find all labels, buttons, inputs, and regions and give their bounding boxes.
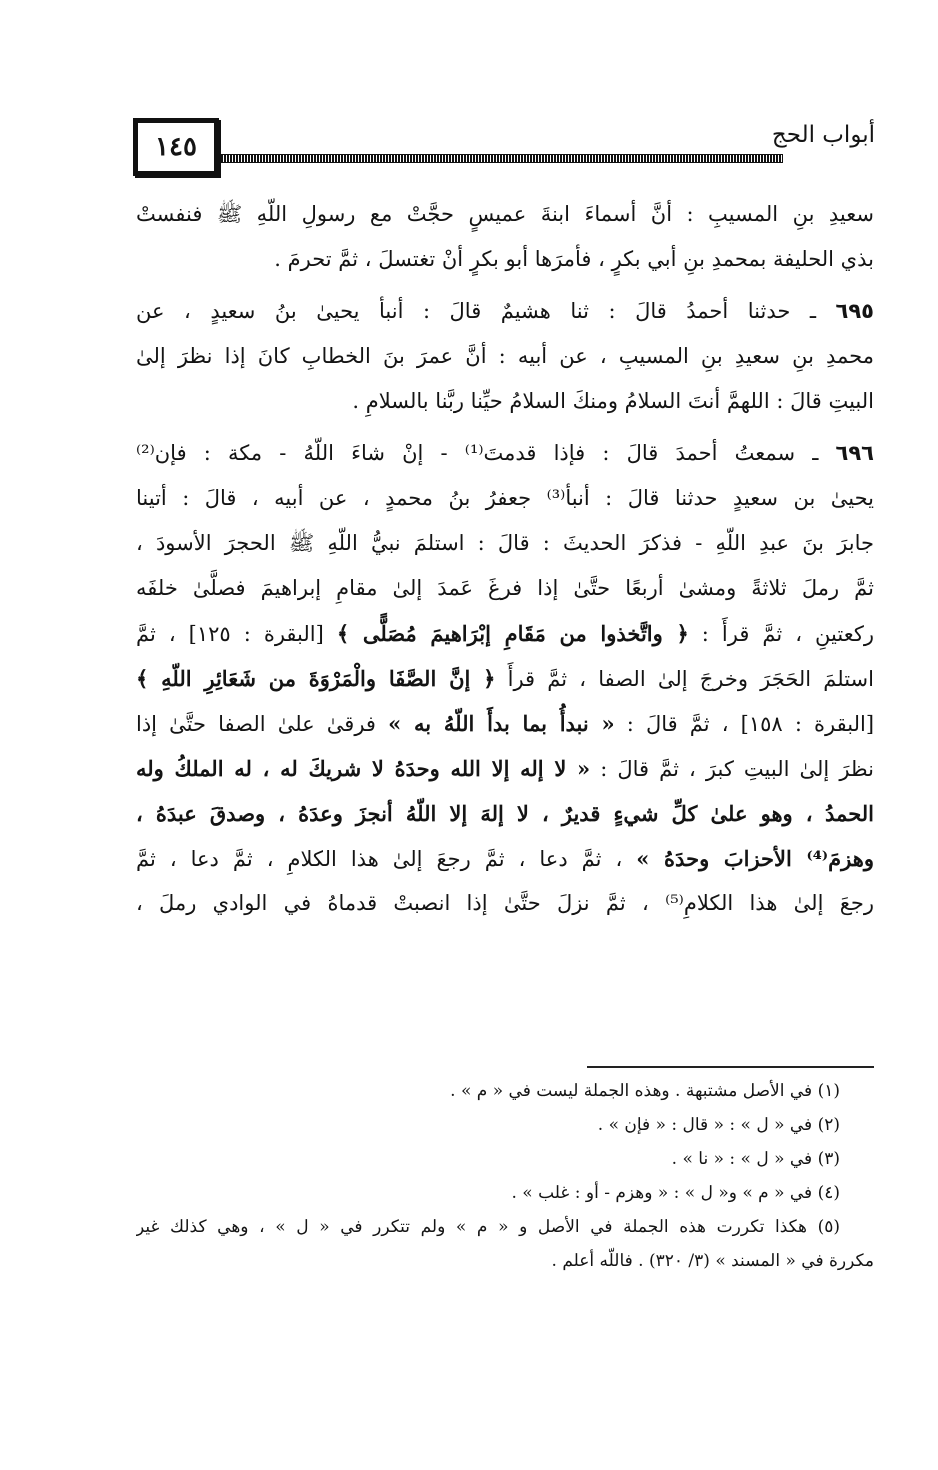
- quote: الحمدُ: [825, 801, 874, 826]
- footnote-divider: [587, 1066, 874, 1068]
- text-line: محمدِ بنِ سعيدِ بنِ المسيبِ ، عن أبيه : أنَّ عمرَ بنَ الخطابِ كانَ إذا نظرَ إلىٰ: [136, 344, 874, 368]
- text-line: سعيدِ بنِ المسيبِ : أنَّ أسماءَ ابنةَ عميسٍ حجَّتْ مع رسولِ اللّهِ ﷺ فنفستْ: [136, 202, 874, 226]
- footnote: (٤) في « م » و« ل » : « وهزم - أو : غلب » .: [511, 1183, 840, 1203]
- text-line: رجعَ إلىٰ هذا الكلامِ⁽⁵⁾ ، ثمَّ نزلَ حتَّىٰ إذا انصبتْ قدماهُ في الوادي رملَ ،: [136, 891, 874, 915]
- text-line: ركعتينِ ، ثمَّ قرأَ : ﴿ واتَّخذوا من مَقَامِ إبْرَاهيمَ مُصَلًّى ﴾ [البقرة : ١٢٥] ، ثمَّ: [136, 621, 874, 646]
- header-rule: [221, 154, 783, 163]
- text-line: [البقرة : ١٥٨] ، ثمَّ قالَ : « نبدأُ بما بدأَ اللّهُ به » فرقىٰ علىٰ الصفا حتَّىٰ إذا: [136, 711, 874, 736]
- hadith-number: ٦٩٥: [835, 299, 874, 323]
- text-line: يحيىٰ بن سعيدٍ حدثنا قالَ : أنبأ⁽³⁾ جعفرُ بنُ محمدٍ ، عن أبيه ، قالَ : أتينا: [136, 486, 874, 510]
- page-header: [133, 118, 875, 174]
- quote: وهزمَ⁽⁴⁾ الأحزابَ وحدَهُ »: [636, 846, 874, 871]
- footnote: (٥) هكذا تكررت هذه الجملة في الأصل و « م » ولم تتكرر في « ل » ، وهي كذلك غير: [136, 1217, 840, 1237]
- footnote: (٣) في « ل » : « نا » .: [671, 1149, 840, 1169]
- footnotes: [136, 1074, 874, 1278]
- chapter-title: أبواب الحج: [771, 122, 875, 148]
- text-line: ٦٩٦ ـ سمعتُ أحمدَ قالَ : فإذا قدمتَ⁽¹⁾ - إنْ شاءَ اللّهُ - مكة : فإن⁽²⁾: [136, 441, 874, 465]
- quote: « لا إله إلا الله وحدَهُ لا شريكَ له ، له الملكُ وله: [136, 756, 591, 781]
- text-line: البيتِ قالَ : اللهمَّ أنتَ السلامُ ومنكَ السلامُ حيِّنا ربَّنا بالسلامِ .: [352, 389, 874, 413]
- footnote: (١) في الأصل مشتبهة . وهذه الجملة ليست في « م » .: [450, 1081, 840, 1101]
- page-number: ١٤٥: [133, 118, 219, 176]
- text-line: استلمَ الحَجَرَ وخرجَ إلىٰ الصفا ، ثمَّ قرأَ ﴿ إنَّ الصَّفَا والْمَرْوَةَ من شَعَائِرِ اللّهِ ﴾: [136, 666, 874, 691]
- footnote: (٢) في « ل » : « قال : « فإن » .: [597, 1115, 840, 1135]
- text-line: الحمدُ ، وهو علىٰ كلِّ شيءٍ قديرٌ ، لا إلهَ إلا اللّهُ أنجزَ وعدَهُ ، وصدقَ عبدَهُ ،: [136, 801, 874, 826]
- text-line: نظرَ إلىٰ البيتِ كبرَ ، ثمَّ قالَ : « لا إله إلا الله وحدَهُ لا شريكَ له ، له الملكُ وله: [136, 756, 874, 781]
- text-line: ٦٩٥ ـ حدثنا أحمدُ قالَ : ثنا هشيمٌ قالَ : أنبأ يحيىٰ بنُ سعيدٍ ، عن: [136, 299, 874, 323]
- text-line: بذي الحليفة بمحمدِ بنِ أبي بكرٍ ، فأمرَها أبو بكرٍ أنْ تغتسلَ ، ثمَّ تحرمَ .: [274, 247, 874, 271]
- footnote: مكررة في « المسند » (٣/ ٣٢٠) . فاللّه أعلم .: [551, 1251, 874, 1271]
- text-line: ثمَّ رملَ ثلاثةً ومشىٰ أربعًا حتَّىٰ إذا فرغَ عَمدَ إلىٰ مقامِ إبراهيمَ فصلَّىٰ خلفَه: [136, 576, 874, 600]
- quran-verse: ﴿ إنَّ الصَّفَا والْمَرْوَةَ من شَعَائِرِ اللّهِ ﴾: [136, 666, 496, 691]
- text-line: وهزمَ⁽⁴⁾ الأحزابَ وحدَهُ » ، ثمَّ دعا ، ثمَّ رجعَ إلىٰ هذا الكلامِ ، ثمَّ دعا ، ثمَّ: [136, 846, 874, 871]
- quran-verse: ﴿ واتَّخذوا من مَقَامِ إبْرَاهيمَ مُصَلًّى ﴾: [336, 621, 689, 646]
- text-line: جابرَ بنَ عبدِ اللّهِ - فذكرَ الحديثَ : قالَ : استلمَ نبيُّ اللّهِ ﷺ الحجرَ الأسودَ ،: [136, 531, 874, 555]
- main-text: [136, 192, 874, 926]
- quote: « نبدأُ بما بدأَ اللّهُ به »: [388, 711, 615, 736]
- hadith-number: ٦٩٦: [835, 441, 874, 465]
